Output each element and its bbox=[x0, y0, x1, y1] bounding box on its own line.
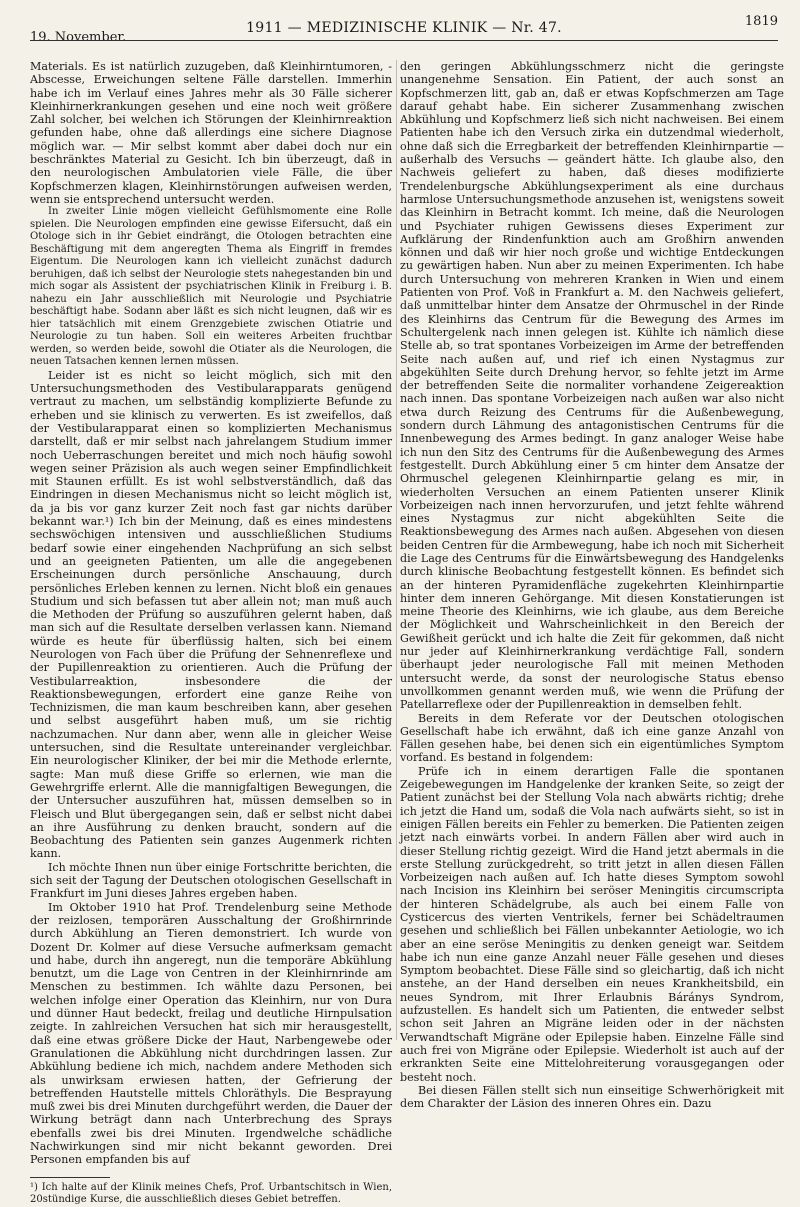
journal-title: 1911 — MEDIZINISCHE KLINIK — Nr. 47. bbox=[246, 20, 562, 36]
paragraph: Bereits in dem Referate vor der Deutschen otologischen Gesellschaft habe ich erwähnt, daß ich eine ganze Anzahl von Fällen gesehen habe, bei denen sich ein eigentümliches Symptom vorfand. Es bestand in folgendem: bbox=[400, 711, 784, 765]
paragraph: den geringen Abkühlungsschmerz nicht die geringste unangenehme Sensation. Ein Patient, der auch sonst an Kopfschmerzen litt, gab an, daß er etwas Kopfschmerzen am Tage darauf gehabt habe. Ein sicherer Zusammenhang zwischen Abkühlung und Kopfschmerz ließ sich nicht nachweisen. Bei einem Patienten habe ich den Versuch zirka ein dutzendmal wiederholt, ohne daß sich die Erregbarkeit der betreffenden Kleinhirnpartie — außerhalb des Versuchs — geändert hätte. Ich glaube also, den Nachweis geliefert zu haben, daß dieses modifizierte Trendelenburgsche Abkühlungsexperiment als eine durchaus harmlose Untersuchungsmethode anzusehen ist, wenigstens soweit das Kleinhirn in Betracht kommt. Ich meine, daß die Neurologen und Psychiater ruhigen Gewissens dieses Experiment zur Aufklärung der Rindenfunktion auch am Großhirn anwenden können und daß wir hier noch große und wichtige Entdeckungen zu gewärtigen haben. Nun aber zu meinen Experimenten. Ich habe durch Untersuchung von mehreren Kranken in Wien und einem Patienten von Prof. Voß in Frankfurt a. M. den Nachweis geliefert, daß unmittelbar hinter dem Ansatze der Ohrmuschel in der Rinde des Kleinhirns das Centrum für die Bewegung des Armes im Schultergelenk nach innen gelegen ist. Kühlte ich nämlich diese Stelle ab, so trat spontanes Vorbeizeigen im Arme der betreffenden Seite nach außen auf, und rief ich einen Nystagmus zur abgekühlten Seite durch Drehung hervor, so fehlte jetzt im Arme der betreffenden Seite die normaliter vorhandene Zeigereaktion nach innen. Das spontane Vorbeizeigen nach außen war also nicht etwa durch Reizung des Centrums für die Außenbewegung, sondern durch Lähmung des antagonistischen Centrums für die Innenbewegung des Armes bedingt. In ganz analoger Weise habe ich nun den Sitz des Centrums für die Außenbewegung des Armes festgestellt. Durch Abkühlung einer 5 cm hinter dem Ansatze der Ohrmuschel gelegenen Kleinhirnpartie gelang es mir, in wiederholten Versuchen an einem Patienten unserer Klinik Vorbeizeigen nach innen hervorzurufen, und jetzt fehlte während eines Nystagmus zur nicht abgekühlten Seite die Reaktionsbewegung des Armes nach außen. Abgesehen von diesen beiden Centren für die Armbewegung, habe ich noch mit Sicherheit die Lage des Centrums für die Einwärtsbewegung des Handgelenks durch klinische Beobachtung festgestellt können. Es befindet sich an der hinteren Pyramidenfläche zugekehrten Kleinhirnpartie hinter dem inneren Gehörgange. Mit diesen Konstatierungen ist meine Theorie des Kleinhirns, wie ich glaube, aus dem Bereiche der Möglichkeit und Wahrscheinlichkeit in den Bereich der Gewißheit gerückt und ich halte die Zeit für gekommen, daß nicht nur jeder auf Kleinhirnerkrankung verdächtige Fall, sondern überhaupt jeder neurologische Fall mit meinen Methoden untersucht werde, da sonst der neurologische Status ebenso unvollkommen genannt werden muß, wie wenn die Prüfung der Patellarreflexe oder der Pupillenreaktion in demselben fehlt. bbox=[400, 60, 784, 712]
paragraph: In zweiter Linie mögen vielleicht Gefühlsmomente eine Rolle spielen. Die Neurologen empfinden eine gewisse Eifersucht, daß ein Otologe sich in ihr Gebiet eindrängt, die Otologen betrachten eine Beschäftigung mit dem angeregten Thema als Eingriff in fremdes Eigentum. Die Neurologen kann ich vielleicht zunächst dadurch beruhigen, daß ich selbst der Neurologie stets nahegestanden bin und mich sogar als Assistent der psychiatrischen Klinik in Freiburg i. B. nahezu ein Jahr ausschließlich mit Neurologie und Psychiatrie beschäftigt habe. Sodann aber läßt es sich nicht leugnen, daß wir es hier tatsächlich mit einem Grenzgebiete zwischen Otiatrie und Neurologie zu tun haben. Soll ein weiteres Arbeiten fruchtbar werden, so werden beide, sowohl die Otiater als die Neurologen, die neuen Tatsachen kennen lernen müssen. bbox=[30, 206, 392, 368]
left-column bbox=[30, 60, 392, 1206]
page-number: 1819 bbox=[744, 14, 778, 29]
right-column bbox=[400, 60, 784, 1111]
footnote: ¹) Ich halte auf der Klinik meines Chefs, Prof. Urbantschitsch in Wien, 20stündige Kurse, die ausschließlich dieses Gebiet betreffen. bbox=[30, 1181, 392, 1206]
paragraph: Leider ist es nicht so leicht möglich, sich mit den Untersuchungsmethoden des Vestibularapparats genügend vertraut zu machen, um selbständig komplizierte Befunde zu erheben und sie klinisch zu verwerten. Es ist zweifellos, daß der Vestibularapparat einen so komplizierten Mechanismus darstellt, daß er mir selbst nach jahrelangem Studium immer noch Ueberraschungen bereitet und mich noch häufig sowohl wegen seiner Präzision als auch wegen seiner Empfindlichkeit mit Staunen erfüllt. Es ist wohl selbstverständlich, daß das Eindringen in diesen Mechanismus nicht so leicht möglich ist, da ja bis vor ganz kurzer Zeit noch fast gar nichts darüber bekannt war.¹) Ich bin der Meinung, daß es eines mindestens sechswöchigen intensiven und ausschließlichen Studiums bedarf sowie einer eingehenden Nachprüfung an sich selbst und an geeigneten Patienten, um alle die angegebenen Erscheinungen durch persönliche Anschauung, durch persönliches Erleben kennen zu lernen. Nicht bloß ein genaues Studium und sich befassen tut aber allein not; man muß auch die Methoden der Prüfung so auszuführen gelernt haben, daß man sich auf die Resultate derselben verlassen kann. Niemand würde es heute für überflüssig halten, sich bei einem Neurologen von Fach über die Prüfung der Sehnenreflexe und der Pupillenreaktion zu orientieren. Auch die Prüfung der Vestibularreaktion, insbesondere die der Reaktionsbewegungen, erfordert eine ganze Reihe von Technizismen, die man kaum beschreiben kann, aber gesehen und selbst ausgeführt haben muß, um sie richtig nachzumachen. Nur dann aber, wenn alle in gleicher Weise untersuchen, sind die Resultate untereinander vergleichbar. Ein neurologischer Kliniker, der bei mir die Methode erlernte, sagte: Man muß diese Griffe so erlernen, wie man die Gewehrgriffe erlernt. Alle die mannigfaltigen Bewegungen, die der Untersucher auszuführen hat, müssen demselben so in Fleisch und Blut übergegangen sein, daß er selbst nicht dabei an ihre Ausführung zu denken braucht, sondern auf die Beobachtung des Patienten sein ganzes Augenmerk richten kann. bbox=[30, 368, 392, 861]
header-rule bbox=[30, 40, 778, 41]
paragraph: Materials. Es ist natürlich zuzugeben, daß Kleinhirntumoren, -Abscesse, Erweichungen seltene Fälle darstellen. Immerhin habe ich im Verlauf eines Jahres mehr als 30 Fälle sicherer Kleinhirnerkrankungen gesehen und eine noch weit größere Zahl solcher, bei welchen ich Störungen der Kleinhirnreaktion gefunden habe, ohne daß allerdings eine sichere Diagnose möglich war. — Mir selbst kommt aber dabei doch nur ein beschränktes Material zu Gesicht. Ich bin überzeugt, daß in den neurologischen Ambulatorien viele Fälle, die über Kopfschmerzen klagen, Kleinhirnstörungen aufweisen werden, wenn sie entsprechend untersucht werden. bbox=[30, 60, 392, 206]
paragraph: Bei diesen Fällen stellt sich nun einseitige Schwerhörigkeit mit dem Charakter der Läsion des inneren Ohres ein. Dazu bbox=[400, 1083, 784, 1111]
paragraph: Ich möchte Ihnen nun über einige Fortschritte berichten, die sich seit der Tagung der Deutschen otologischen Gesellschaft in Frankfurt im Juni dieses Jahres ergeben haben. bbox=[30, 860, 392, 901]
issue-date: 19. November. bbox=[30, 30, 127, 45]
paragraph: Prüfe ich in einem derartigen Falle die spontanen Zeigebewegungen im Handgelenke der kranken Seite, so zeigt der Patient zunächst bei der Stellung Vola nach abwärts richtig; drehe ich jetzt die Hand um, sodaß die Vola nach aufwärts sieht, so ist in einigen Fällen bereits ein Fehler zu bemerken. Die Patienten zeigen jetzt nach einwärts vorbei. In andern Fällen aber wird auch in dieser Stellung richtig gezeigt. Wird die Hand jetzt abermals in die erste Stellung zurückgedreht, so tritt jetzt in allen diesen Fällen Vorbeizeigen nach außen auf. Ich hatte dieses Symptom sowohl nach Incision ins Kleinhirn bei seröser Meningitis circumscripta der hinteren Schädelgrube, als auch bei einem Falle von Cysticercus des vierten Ventrikels, ferner bei Schädeltraumen gesehen und schließlich bei Fällen unbekannter Aetiologie, wo ich aber an eine seröse Meningitis zu denken geneigt war. Seitdem habe ich nun eine ganze Anzahl neuer Fälle gesehen und dieses Symptom beobachtet. Diese Fälle sind so gleichartig, daß ich nicht anstehe, an der Hand derselben ein neues Krankheitsbild, ein neues Syndrom, mit Ihrer Erlaubnis Báránys Syndrom, aufzustellen. Es handelt sich um Patienten, die entweder selbst schon seit Jahren an Migräne leiden oder in der nächsten Verwandtschaft Migräne oder Epilepsie haben. Einzelne Fälle sind auch frei von Migräne oder Epilepsie. Wiederholt ist auch auf der erkrankten Seite eine Mittelohreiterung vorausgegangen oder besteht noch. bbox=[400, 764, 784, 1084]
column-divider bbox=[396, 60, 397, 1040]
footnote-rule bbox=[30, 1177, 110, 1178]
paragraph: Im Oktober 1910 hat Prof. Trendelenburg seine Methode der reizlosen, temporären Ausschaltung der Großhirnrinde durch Abkühlung an Tieren demonstriert. Ich wurde von Dozent Dr. Kolmer auf diese Versuche aufmerksam gemacht und habe, durch ihn angeregt, nun die temporäre Abkühlung benutzt, um die Lage von Centren in der Kleinhirnrinde am Menschen zu bestimmen. Ich wählte dazu Personen, bei welchen infolge einer Operation das Kleinhirn, nur von Dura und dünner Haut bedeckt, freilag und deutliche Hirnpulsation zeigte. In zahlreichen Versuchen hat sich mir herausgestellt, daß eine etwas größere Dicke der Haut, Narbengewebe oder Granulationen die Abkühlung nicht durchdringen lassen. Zur Abkühlung bediene ich mich, nachdem andere Methoden sich als unwirksam erwiesen hatten, der Gefrierung der betreffenden Hautstelle mittels Chloräthyls. Die Besprayung muß zwei bis drei Minuten durchgeführt werden, die Dauer der Wirkung beträgt dann nach Unterbrechung des Sprays ebenfalls zwei bis drei Minuten. Irgendwelche schädliche Nachwirkungen sind mir nicht bekannt geworden. Drei Personen empfanden bis auf bbox=[30, 900, 392, 1167]
